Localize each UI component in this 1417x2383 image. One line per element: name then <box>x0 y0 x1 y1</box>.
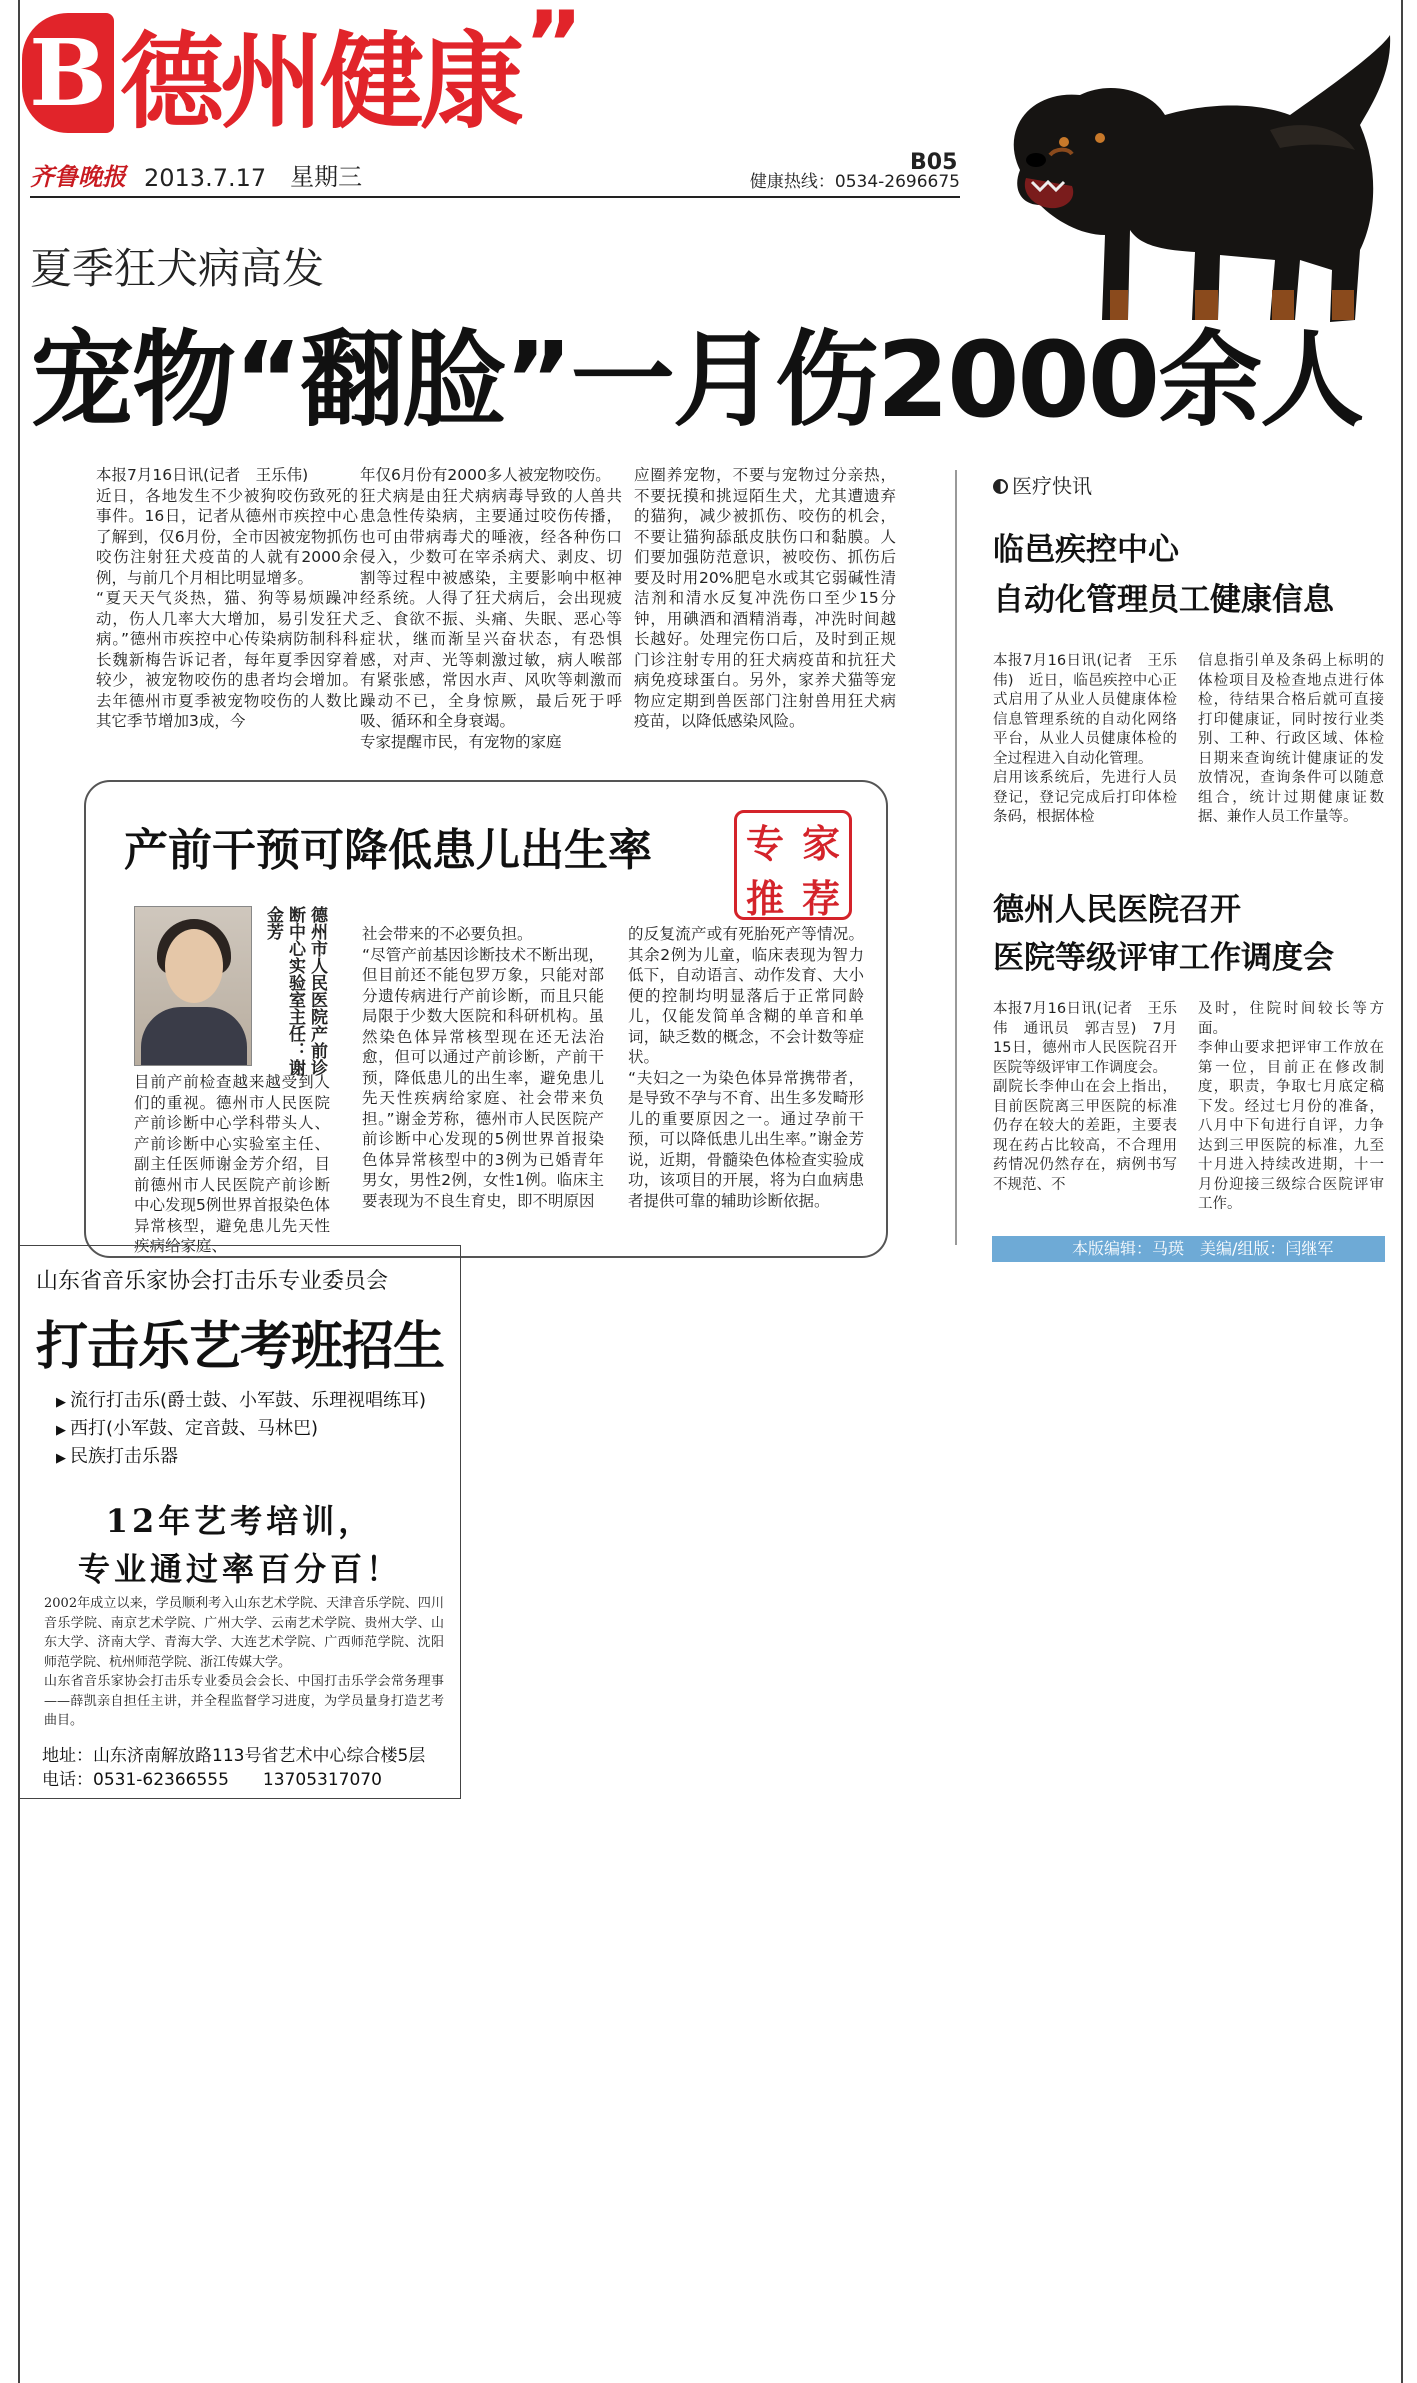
ad-description: 2002年成立以来，学员顺利考入山东艺术学院、天津音乐学院、四川音乐学院、南京艺术学院、广州大学、云南艺术学院、贵州大学、山东大学、济南大学、青海大学、大连艺术学院、广西师范学院、沈阳师范学院、杭州师范学院、浙江传媒大学。 山东省音乐家协会打击乐专业委员会会长、中国打击乐学会常务理事——薛凯亲自担任主讲，并全程监督学习进度，为学员量身打造艺考曲目。 <box>44 1596 444 1728</box>
lead-column-1: 本报7月16日讯(记者 王乐伟) 近日，各地发生不少被狗咬伤致死的事件。16日，记者从德州市疾控中心了解到，仅6月份，全市因被宠物抓伤咬伤注射狂犬疫苗的人就有2000余例，与前几个月相比明显增多。 “夏天天气炎热，猫、狗等易烦躁冲动，伤人几率大大增加，易引发狂犬病。”德州市疾控中心传染病防制科科长魏新梅告诉记者，每年夏季因穿着较少，被宠物咬伤的患者均会增加。去年德州市夏季被宠物咬伤的人数比其它季节增加3成，今 <box>96 466 358 730</box>
ad-slogan-line1: 12年艺考培训， <box>105 1502 375 1540</box>
lead-column-3: 应圈养宠物，不要与宠物过分亲热，不要抚摸和挑逗陌生犬，尤其遭遗弃的猫狗，减少被抓伤、咬伤的机会，不要让猫狗舔舐皮肤伤口和黏膜。人们要加强防范意识，被咬伤、抓伤后要及时用20%肥皂水或其它弱碱性清洁剂和清水反复冲洗伤口至少15分钟，用碘酒和酒精消毒，冲洗时间越长越好。处理完伤口后，及时到正规门诊注射专用的狂犬病疫苗和抗狂犬病免疫球蛋白。另外，家养犬猫等宠物应定期到兽医部门注射兽用狂犬病疫苗，以降低感染风险。 <box>634 466 896 730</box>
masthead <box>22 0 584 143</box>
ad-phone: 电话：0531-62366555 13705317070 <box>42 1770 382 1790</box>
story1-column-a: 本报7月16日讯(记者 王乐伟) 近日，临邑疾控中心正式启用了从业人员健康体检信息管理系统的自动化网络平台，从业人员健康体检的全过程进入自动化管理。 启用该系统后，先进行人员登记，登记完成后打印体检条码，根据体检 <box>993 653 1177 825</box>
section-tag-label: 医疗快讯 <box>1012 474 1092 498</box>
story2-column-a: 本报7月16日讯(记者 王乐伟 通讯员 郭吉昱) 7月15日，德州市人民医院召开医院等级评审工作调度会。 副院长李伸山在会上指出，目前医院离三甲医院的标准仍存在较大的差距，主要表现在药占比较高，不合理用药情况仍然存在，病例书写不规范、不 <box>993 1001 1177 1193</box>
expert-column-3: 的反复流产或有死胎死产等情况。其余2例为儿童，临床表现为智力低下，自动语言、动作发育、大小便的控制均明显落后于正常同龄儿，仅能发简单含糊的单音和单词，缺乏数的概念，不会计数等症状。 “夫妇之一为染色体异常携带者，是导致不孕与不育、出生多发畸形儿的重要原因之一。通过孕前干预，可以降低患儿出生率。”谢金芳说，近期，骨髓染色体检查实验成功，该项目的开展，将为白血病患者提供可靠的辅助诊断依据。 <box>628 925 864 1210</box>
section-quote-mark: ” <box>524 0 584 97</box>
story2-column-b: 及时，住院时间较长等方面。 李伸山要求把评审工作放在第一位，目前正在修改制度，职责，争取七月底定稿下发。经过七月份的准备，八月中下旬进行自评，力争达到三甲医院的标准，九至十月进入持续改进期，十一月份迎接三级综合医院评审工作。 <box>1198 1001 1384 1212</box>
section-letter: B <box>22 13 114 133</box>
issue-weekday: 星期三 <box>290 163 363 191</box>
page-number: B05 <box>910 150 958 175</box>
lead-kicker: 夏季狂犬病高发 <box>30 244 325 293</box>
ad-title: 打击乐艺考班招生 <box>36 1317 445 1377</box>
percussion-ad <box>19 1245 461 1799</box>
sidebar-divider <box>955 470 957 1245</box>
ad-slogan-line2: 专业通过率百分百！ <box>77 1550 402 1588</box>
lead-headline: 宠物“翻脸”一月伤2000余人 <box>30 319 1363 441</box>
stamp-char: 专 <box>745 821 784 866</box>
expert-headline: 产前干预可降低患儿出生率 <box>124 825 652 876</box>
expert-recommend-stamp <box>734 810 852 920</box>
story2-title-line2: 医院等级评审工作调度会 <box>993 940 1334 976</box>
issue-date: 2013.7.17 <box>144 164 267 192</box>
ad-organization: 山东省音乐家协会打击乐专业委员会 <box>36 1269 389 1294</box>
ad-course-list <box>56 1388 426 1472</box>
expert-caption: 德州市人民医院产前诊断中心实验室主任：谢金芳 <box>263 906 327 1076</box>
ad-course-item: ▶ 民族打击乐器 <box>56 1444 426 1472</box>
story2-title-line1: 德州人民医院召开 <box>993 892 1241 928</box>
stamp-char: 家 <box>801 821 840 866</box>
expert-recommendation-box <box>84 780 888 1258</box>
editor-credit-bar: 本版编辑：马瑛 美编/组版：闫继军 <box>992 1236 1385 1262</box>
lead-column-2: 年仅6月份有2000多人被宠物咬伤。 狂犬病是由狂犬病病毒导致的人兽共患急性传染病，主要通过咬伤传播，也可由带病毒犬的唾液，经各种伤口侵入，少数可在宰杀病犬、剥皮、切割等过程中被感染，主要影响中枢神经系统。人得了狂犬病后，会出现疲乏、食欲不振、头痛、失眠、恶心等症状，继而渐呈兴奋状态，有恐惧感，对声、光等刺激过敏，病人喉部有紧张感，常因水声、风吹等刺激而躁动不已，全身惊厥，最后死于呼吸、循环和全身衰竭。 专家提醒市民，有宠物的家庭 <box>360 466 622 751</box>
stamp-char: 荐 <box>801 876 840 921</box>
ad-contact <box>42 1744 425 1792</box>
dateline <box>30 162 960 198</box>
expert-intro: 目前产前检查越来越受到人们的重视。德州市人民医院产前诊断中心学科带头人、产前诊断中心实验室主任、副主任医师谢金芳介绍，目前德州市人民医院产前诊断中心发现5例世界首报染色体异常核型，避免患儿先天性疾病给家庭、 <box>134 1073 330 1255</box>
section-tag <box>993 470 1092 499</box>
story1-column-b: 信息指引单及条码上标明的体检项目及检查地点进行体检，待结果合格后就可直接打印健康证，同时按行业类别、工种、行政区域、体检日期来查询统计健康证的发放情况，查询条件可以随意组合，统计过期健康证数据、兼作人员工作量等。 <box>1198 653 1384 825</box>
health-hotline: 健康热线：0534-2696675 <box>749 172 960 192</box>
stamp-char: 推 <box>745 876 784 921</box>
story1-title-line2: 自动化管理员工健康信息 <box>993 582 1334 618</box>
expert-column-2: 社会带来的不必要负担。 “尽管产前基因诊断技术不断出现，但目前还不能包罗万象，只能对部分遗传病进行产前诊断，而且只能局限于少数大医院和科研机构。虽然染色体异常核型现在还无法治愈，但可以通过产前诊断，产前干预，降低患儿的出生率，避免患儿先天性疾病给家庭、社会带来负担。”谢金芳称，德州市人民医院产前诊断中心发现的5例世界首报染色体异常核型中的3例为已婚青年男女，男性2例，女性1例。临床主要表现为不良生育史，即不明原因 <box>362 925 604 1210</box>
section-bullet-icon <box>993 479 1008 494</box>
story1-title-line1: 临邑疾控中心 <box>993 532 1179 568</box>
expert-portrait <box>134 906 252 1066</box>
paper-name: 齐鲁晚报 <box>30 162 126 191</box>
ad-course-item: ▶ 西打(小军鼓、定音鼓、马林巴) <box>56 1416 426 1444</box>
ad-address: 地址：山东济南解放路113号省艺术中心综合楼5层 <box>42 1746 426 1766</box>
ad-course-item: ▶ 流行打击乐(爵士鼓、小军鼓、乐理视唱练耳) <box>56 1388 426 1416</box>
section-title: 德州健康 <box>120 21 521 143</box>
